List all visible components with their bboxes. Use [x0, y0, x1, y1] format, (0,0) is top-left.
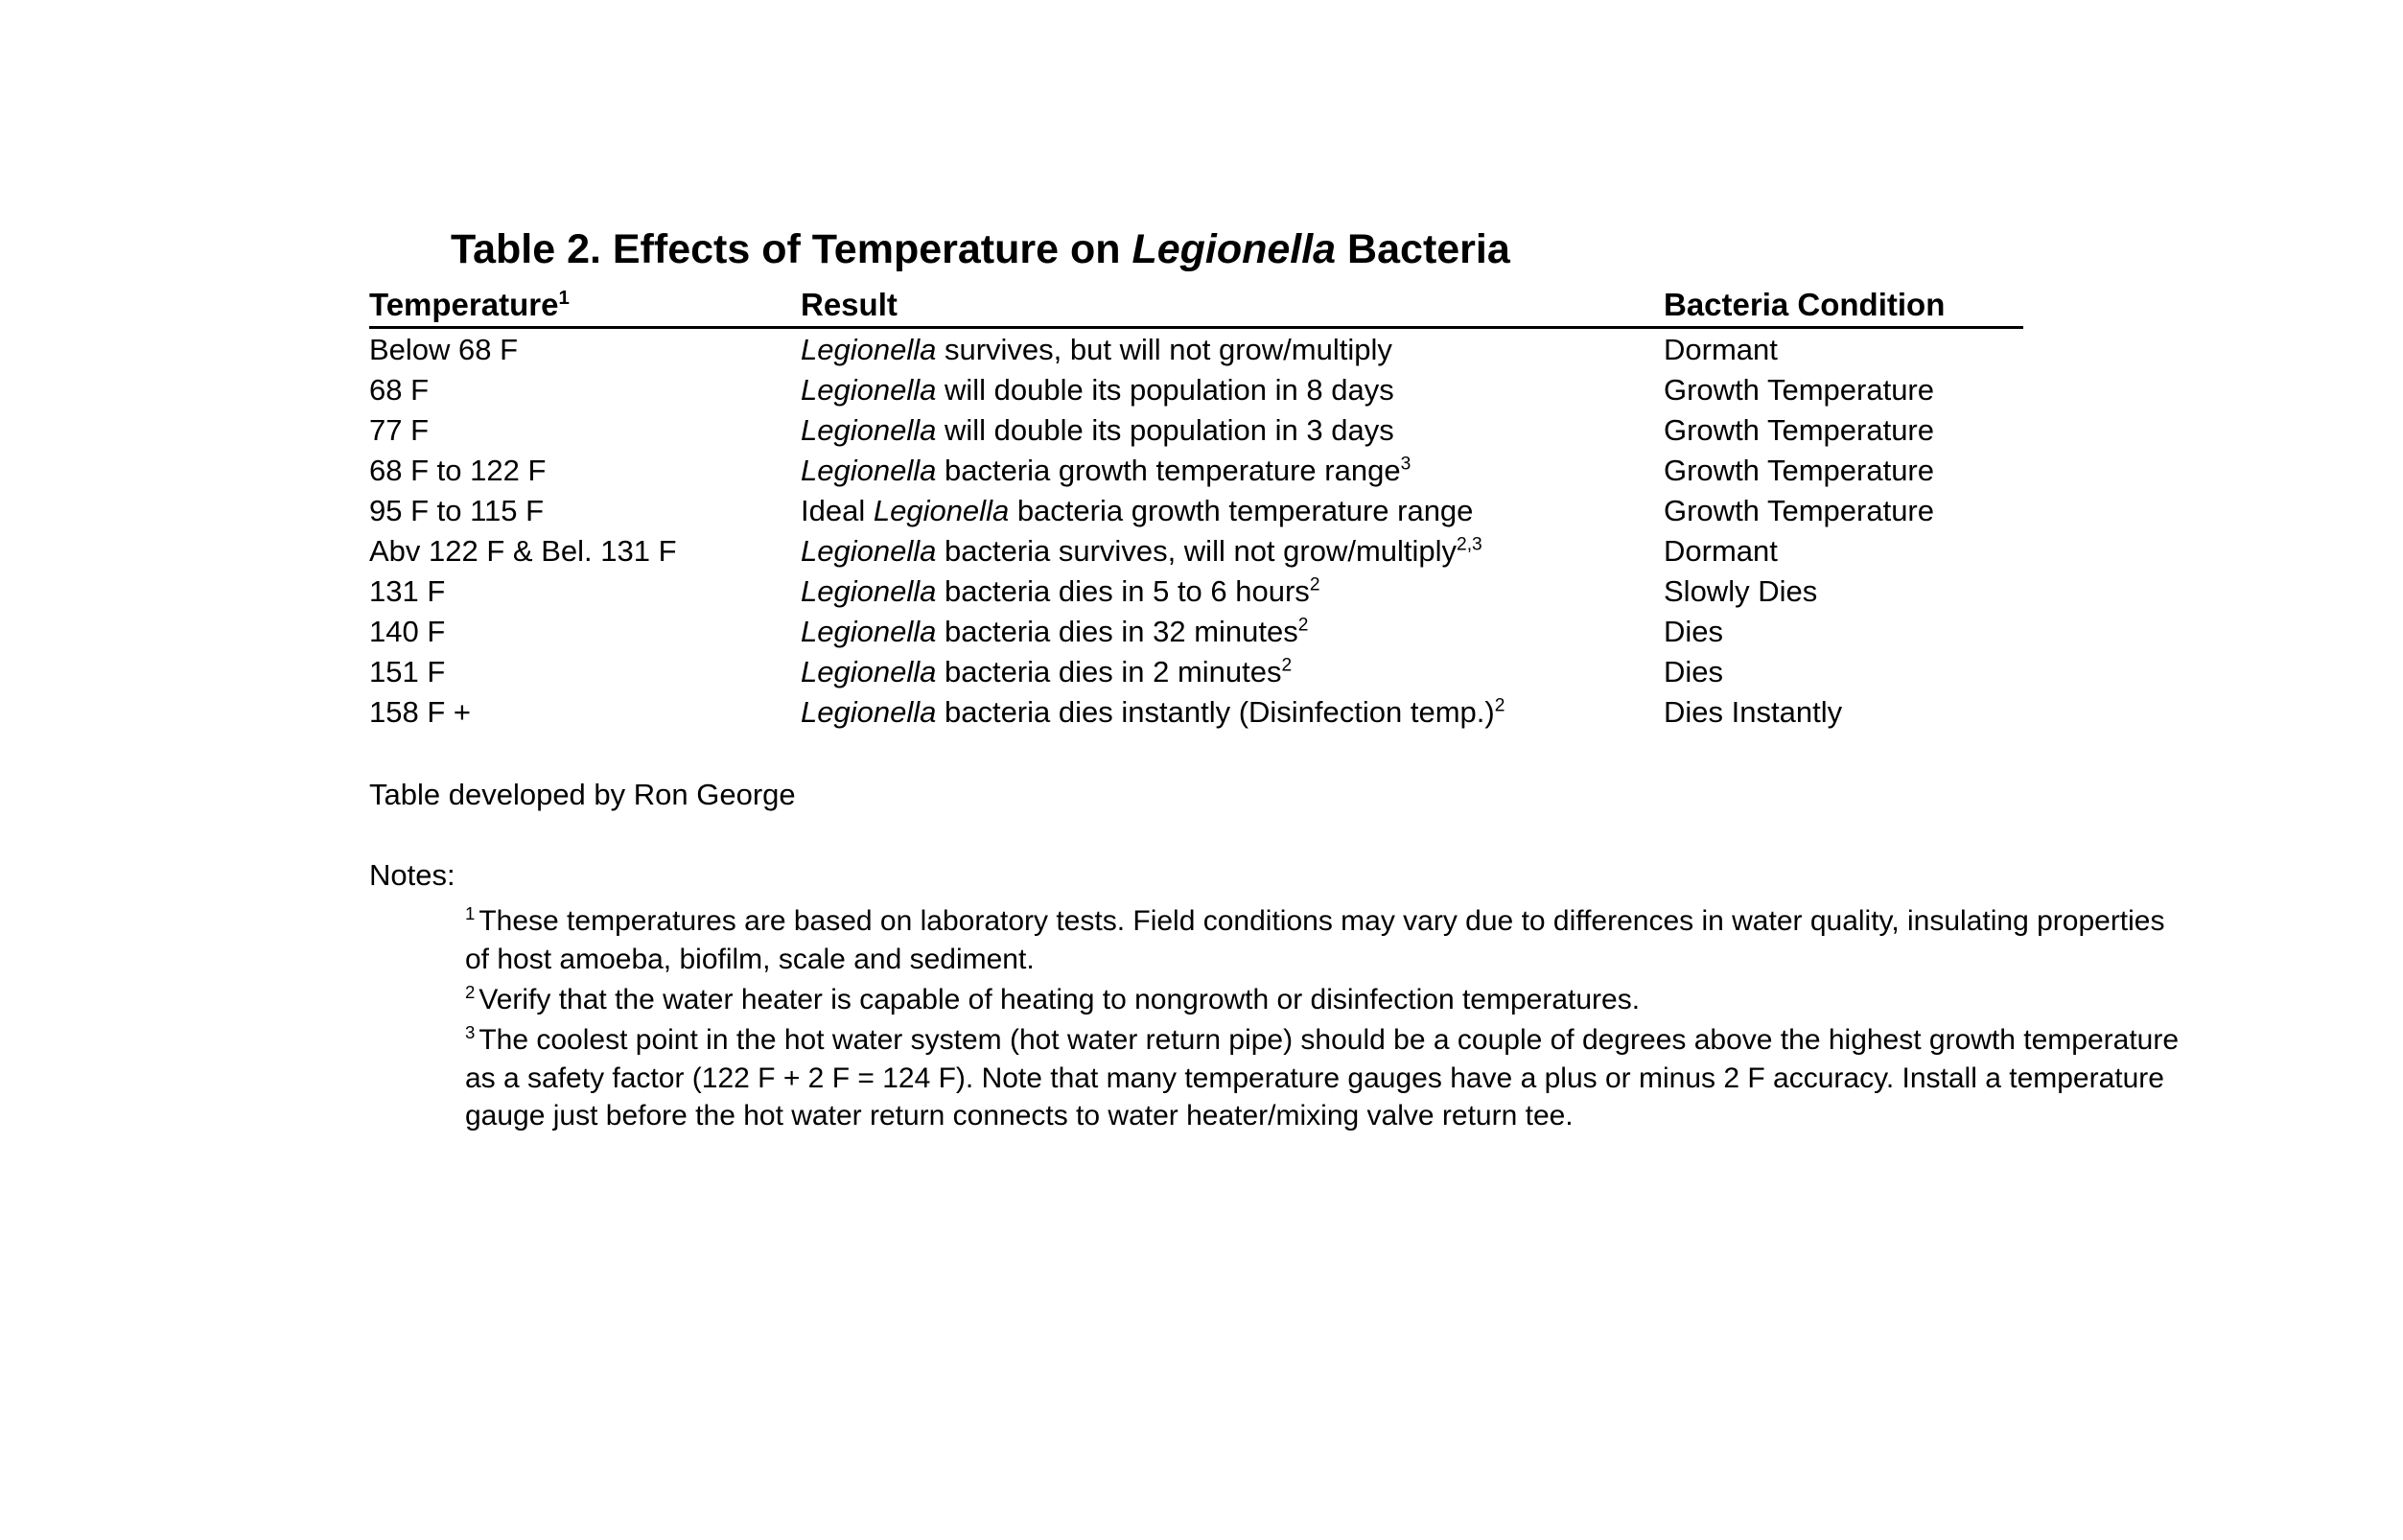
result-text: will double its population in 8 days [936, 373, 1394, 407]
footnote-marker: 3 [1400, 454, 1411, 475]
result-text: bacteria dies in 32 minutes [936, 615, 1298, 648]
result-species-name: Legionella [801, 534, 937, 568]
notes-list [369, 902, 2181, 1135]
cell-result [801, 651, 1664, 691]
note-item [465, 981, 2181, 1019]
cell-result [801, 328, 1664, 370]
result-prefix: Ideal [801, 494, 874, 527]
table-row [369, 409, 2023, 450]
result-species-name: Legionella [801, 413, 937, 447]
column-header-temperature: Temperature$^1$ [369, 287, 801, 328]
footnote-marker: 1 [558, 287, 570, 309]
cell-result [801, 691, 1664, 732]
cell-temperature: Abv 122 F & Bel. 131 F [369, 534, 677, 568]
cell-bacteria-condition: Growth Temperature [1664, 373, 1934, 407]
cell-temperature: 151 F [369, 655, 446, 688]
cell-temperature: 158 F + [369, 695, 471, 729]
table-header-row [369, 287, 2023, 328]
cell-temperature: 140 F [369, 615, 446, 648]
cell-bacteria-condition: Dies [1664, 615, 1724, 648]
result-species-name: Legionella [801, 695, 937, 729]
cell-result [801, 369, 1664, 409]
table-row [369, 490, 2023, 530]
cell-result [801, 530, 1664, 571]
cell-bacteria-condition: Slowly Dies [1664, 574, 1818, 608]
footnote-marker: 2 [465, 981, 476, 1002]
column-header-bacteria-condition: Bacteria Condition [1664, 287, 2023, 328]
cell-temperature: 77 F [369, 413, 430, 447]
cell-bacteria-condition: Dormant [1664, 333, 1778, 366]
document-body [369, 226, 2210, 1137]
footnote-marker: 2 [1309, 574, 1320, 595]
note-text: The coolest point in the hot water system (hot water return pipe) should be a couple of degrees above the highest growth temperature as a safety factor (122 F + 2 F = 124 F). Note that many temperature gauges have a plus or minus 2 F accuracy. Install a temperature gauge just before the hot water return connects to water heater/mixing valve return tee. [465, 1023, 2180, 1132]
cell-result [801, 450, 1664, 490]
table-row [369, 530, 2023, 571]
table-row [369, 611, 2023, 651]
cell-bacteria-condition: Dies Instantly [1664, 695, 1843, 729]
result-species-name: Legionella [801, 333, 937, 366]
result-species-name: Legionella [801, 655, 937, 688]
cell-result [801, 409, 1664, 450]
cell-bacteria-condition: Growth Temperature [1664, 413, 1934, 447]
table-row [369, 651, 2023, 691]
cell-result [801, 490, 1664, 530]
note-item [465, 902, 2181, 979]
table-body [369, 328, 2023, 733]
table-row [369, 691, 2023, 732]
note-text: Verify that the water heater is capable of heating to nongrowth or disinfection temperatures. [478, 983, 1641, 1015]
cell-temperature: 95 F to 115 F [369, 494, 545, 527]
result-text: bacteria dies in 5 to 6 hours [936, 574, 1310, 608]
title-prefix: Table 2. Effects of Temperature on [451, 226, 1132, 272]
table-row [369, 369, 2023, 409]
legionella-temperature-table [369, 287, 2023, 732]
footnote-marker: 2 [1297, 615, 1309, 636]
result-text: will double its population in 3 days [936, 413, 1394, 447]
result-text: bacteria survives, will not grow/multiply [936, 534, 1458, 568]
result-species-name: Legionella [801, 454, 937, 487]
result-text: bacteria growth temperature range [1009, 494, 1474, 527]
table-row [369, 450, 2023, 490]
footnote-marker: 2 [1281, 655, 1293, 676]
cell-result [801, 611, 1664, 651]
cell-temperature: Below 68 F [369, 333, 519, 366]
column-header-result: Result [801, 287, 1664, 328]
result-text: bacteria dies instantly (Disinfection temp.) [936, 695, 1495, 729]
table-row [369, 328, 2023, 370]
cell-bacteria-condition: Growth Temperature [1664, 454, 1934, 487]
result-text: bacteria growth temperature range [936, 454, 1401, 487]
note-item [465, 1021, 2181, 1136]
table-credit: Table developed by Ron George [369, 778, 796, 811]
result-species-name: Legionella [801, 615, 937, 648]
cell-bacteria-condition: Dormant [1664, 534, 1778, 568]
cell-temperature: 131 F [369, 574, 446, 608]
title-suffix: Bacteria [1336, 226, 1510, 272]
footnote-marker: 2 [1494, 695, 1505, 716]
notes-label: Notes: [369, 858, 455, 892]
cell-temperature: 68 F [369, 373, 430, 407]
cell-result [801, 571, 1664, 611]
cell-bacteria-condition: Growth Temperature [1664, 494, 1934, 527]
table-row [369, 571, 2023, 611]
page-title [369, 226, 2210, 273]
footnote-marker: 3 [465, 1021, 476, 1042]
result-text: survives, but will not grow/multiply [936, 333, 1392, 366]
cell-bacteria-condition: Dies [1664, 655, 1724, 688]
footnote-marker: 1 [465, 903, 476, 923]
result-species-name: Legionella [801, 574, 937, 608]
result-species-name: Legionella [873, 494, 1010, 527]
title-italic-word: Legionella [1132, 226, 1337, 272]
footnote-marker: 2,3 [1457, 534, 1482, 555]
result-species-name: Legionella [801, 373, 937, 407]
cell-temperature: 68 F to 122 F [369, 454, 547, 487]
note-text: These temperatures are based on laboratory tests. Field conditions may vary due to differences in water quality, insulating properties of host amoeba, biofilm, scale and sediment. [465, 905, 2165, 975]
result-text: bacteria dies in 2 minutes [936, 655, 1282, 688]
